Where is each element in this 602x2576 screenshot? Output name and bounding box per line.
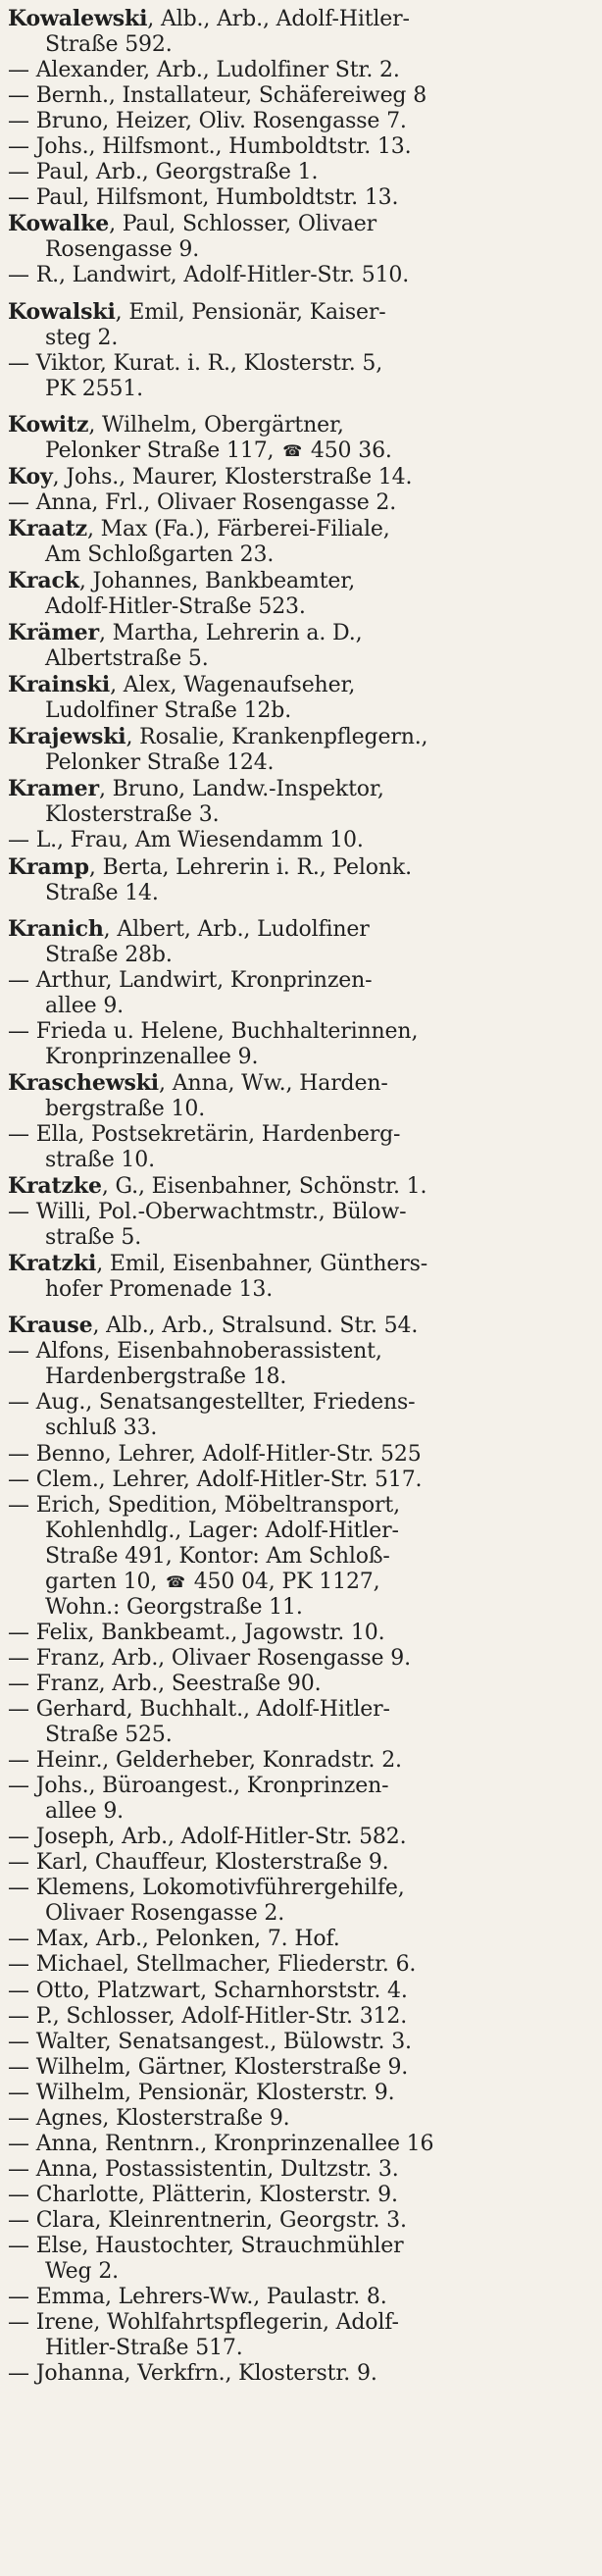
directory-entry — [8, 351, 602, 402]
entry-line: — Erich, Spedition, Möbeltransport, — [8, 1492, 400, 1518]
directory-entry — [8, 109, 602, 134]
directory-entry — [8, 1468, 602, 1493]
entry-continuation-line: Hitler-Straße 517. — [45, 2336, 243, 2361]
entry-line: Kowalke, Paul, Schlosser, Olivaer — [8, 211, 376, 237]
surname: Krainski — [8, 672, 111, 698]
entry-line: — Anna, Frl., Olivaer Rosengasse 2. — [8, 489, 397, 515]
entry-line: — Willi, Pol.-Oberwachtmstr., Bülow- — [8, 1200, 407, 1225]
entry-continuation-line: bergstraße 10. — [45, 1096, 206, 1121]
entry-line: — Charlotte, Plätterin, Klosterstr. 9. — [8, 2182, 398, 2207]
directory-entry — [8, 620, 602, 672]
entry-line: Kowitz, Wilhelm, Obergärtner, — [8, 411, 344, 438]
directory-entry — [8, 2004, 602, 2030]
directory-entry — [8, 1850, 602, 1876]
directory-entry — [8, 1621, 602, 1646]
entry-line: Kramer, Bruno, Landw.-Inspektor, — [8, 776, 384, 802]
entry-continuation-line: Straße 28b. — [45, 942, 173, 967]
surname: Kowalke — [8, 211, 110, 237]
directory-entry — [8, 83, 602, 109]
entry-continuation-line: Straße 592. — [45, 32, 173, 58]
directory-entry — [8, 672, 602, 724]
directory-entry — [8, 1442, 602, 1468]
directory-entry — [8, 464, 602, 490]
entry-line: — Clem., Lehrer, Adolf-Hitler-Str. 517. — [8, 1467, 423, 1492]
entry-continuation-line: Straße 14. — [45, 880, 159, 905]
entry-line: Kraatz, Max (Fa.), Färberei-Filiale, — [8, 515, 390, 541]
entry-line: — Max, Arb., Pelonken, 7. Hof. — [8, 1927, 340, 1952]
surname: Kowitz — [8, 411, 89, 438]
entry-continuation-line: garten 10, ☎ 450 04, PK 1127, — [45, 1569, 380, 1594]
directory-entry — [8, 134, 602, 160]
entry-continuation-line: Adolf-Hitler-Straße 523. — [45, 594, 306, 620]
entry-line: — Ella, Postsekretärin, Hardenberg- — [8, 1121, 401, 1147]
surname: Kowalski — [8, 298, 116, 325]
directory-entry — [8, 2081, 602, 2106]
directory-entry — [8, 1339, 602, 1390]
entry-line: — Gerhard, Buchhalt., Adolf-Hitler- — [8, 1697, 390, 1722]
directory-entry — [8, 1251, 602, 1303]
entry-line: — Alexander, Arb., Ludolfiner Str. 2. — [8, 58, 400, 83]
entry-continuation-line: Pelonker Straße 124. — [45, 750, 275, 776]
entry-continuation-line: Am Schloßgarten 23. — [45, 541, 275, 567]
entry-line: — Bernh., Installateur, Schäfereiweg 8 — [8, 83, 427, 109]
entry-continuation-line: Straße 525. — [45, 1723, 173, 1748]
directory-entry — [8, 776, 602, 828]
directory-entry — [8, 1979, 602, 2004]
entry-line: — Alfons, Eisenbahnoberassistent, — [8, 1339, 382, 1365]
directory-entry — [8, 828, 602, 853]
entry-line: — Michael, Stellmacher, Fliederstr. 6. — [8, 1952, 417, 1978]
surname: Krack — [8, 567, 79, 593]
entry-continuation-line: straße 5. — [45, 1225, 142, 1251]
directory-entry — [8, 1646, 602, 1672]
directory-entry — [8, 1672, 602, 1697]
entry-continuation-line: steg 2. — [45, 325, 119, 350]
entry-line: Kratzki, Emil, Eisenbahner, Günthers- — [8, 1251, 428, 1277]
entry-line: Krack, Johannes, Bankbeamter, — [8, 567, 356, 593]
entry-continuation-line: Olivaer Rosengasse 2. — [45, 1901, 285, 1927]
directory-entry — [8, 2106, 602, 2132]
entry-line: — Benno, Lehrer, Adolf-Hitler-Str. 525 — [8, 1441, 422, 1467]
directory-entry — [8, 412, 602, 464]
directory-entry — [8, 1927, 602, 1952]
entry-line: — Bruno, Heizer, Oliv. Rosengasse 7. — [8, 109, 407, 134]
surname: Krause — [8, 1313, 93, 1339]
entry-line: — Karl, Chauffeur, Klosterstraße 9. — [8, 1850, 389, 1876]
entry-continuation-line: hofer Promenade 13. — [45, 1277, 274, 1303]
directory-entry — [8, 1070, 602, 1122]
directory-entry — [8, 1697, 602, 1748]
entry-line: Kraschewski, Anna, Ww., Harden- — [8, 1069, 388, 1096]
surname: Kramp — [8, 853, 89, 880]
directory-entry — [8, 2030, 602, 2055]
entry-line: — Paul, Hilfsmont, Humboldtstr. 13. — [8, 185, 399, 211]
directory-entry — [8, 160, 602, 185]
directory-entry — [8, 1390, 602, 1441]
entry-line: — Frieda u. Helene, Buchhalterinnen, — [8, 1018, 419, 1044]
entry-line: — Arthur, Landwirt, Kronprinzen- — [8, 967, 373, 993]
surname: Kratzki — [8, 1251, 97, 1277]
directory-entry — [8, 2234, 602, 2285]
entry-line: — Agnes, Klosterstraße 9. — [8, 2105, 290, 2131]
entry-line: Krause, Alb., Arb., Stralsund. Str. 54. — [8, 1313, 419, 1339]
entry-line: — L., Frau, Am Wiesendamm 10. — [8, 828, 364, 853]
entry-continuation-line: straße 10. — [45, 1148, 155, 1173]
directory-entry — [8, 1173, 602, 1200]
directory-entry — [8, 2361, 602, 2387]
entry-continuation-line: Hardenbergstraße 18. — [45, 1365, 287, 1390]
entry-line: — Walter, Senatsangest., Bülowstr. 3. — [8, 2029, 412, 2054]
directory-entry — [8, 1019, 602, 1070]
entry-line: Kramp, Berta, Lehrerin i. R., Pelonk. — [8, 853, 412, 880]
directory-entry — [8, 2183, 602, 2208]
directory-entry — [8, 1748, 602, 1774]
entry-line: — Johanna, Verkfrn., Klosterstr. 9. — [8, 2361, 377, 2387]
directory-entry — [8, 1876, 602, 1927]
entry-line: — Franz, Arb., Olivaer Rosengasse 9. — [8, 1645, 411, 1671]
surname: Kraatz — [8, 515, 87, 541]
entry-continuation-line: Straße 491, Kontor: Am Schloß- — [45, 1543, 390, 1569]
surname: Koy — [8, 463, 53, 489]
directory-entry — [8, 1200, 602, 1251]
surname: Kowalewski — [8, 6, 148, 31]
entry-line: — P., Schlosser, Adolf-Hitler-Str. 312. — [8, 2003, 408, 2029]
entry-line: — Johs., Büroangest., Kronprinzen- — [8, 1774, 389, 1799]
directory-entry — [8, 724, 602, 776]
surname: Krämer — [8, 620, 99, 646]
entry-line: — Wilhelm, Pensionär, Klosterstr. 9. — [8, 2080, 395, 2105]
directory-entry — [8, 1493, 602, 1621]
entry-line: Krämer, Martha, Lehrerin a. D., — [8, 620, 363, 646]
entry-line: — Joseph, Arb., Adolf-Hitler-Str. 582. — [8, 1825, 407, 1850]
directory-entry — [8, 2285, 602, 2310]
surname: Kraschewski — [8, 1069, 160, 1096]
entry-continuation-line: Weg 2. — [45, 2259, 120, 2285]
entry-line: — Viktor, Kurat. i. R., Klosterstr. 5, — [8, 350, 383, 376]
entry-line: Kowalski, Emil, Pensionär, Kaiser- — [8, 298, 386, 325]
entry-continuation-line: Ludolfiner Straße 12b. — [45, 698, 292, 724]
directory-entry — [8, 1313, 602, 1339]
directory-entry — [8, 2208, 602, 2234]
directory-entry — [8, 58, 602, 83]
entry-line: Kranich, Albert, Arb., Ludolfiner — [8, 915, 370, 942]
directory-entry — [8, 1774, 602, 1825]
directory-entry — [8, 854, 602, 906]
entry-line: — Wilhelm, Gärtner, Klosterstraße 9. — [8, 2054, 409, 2080]
entry-continuation-line: Rosengasse 9. — [45, 237, 200, 263]
entry-line: Krajewski, Rosalie, Krankenpflegern., — [8, 724, 428, 750]
directory-entry — [8, 299, 602, 351]
entry-line: — Heinr., Gelderheber, Konradstr. 2. — [8, 1748, 402, 1774]
entry-line: — Anna, Rentnrn., Kronprinzenallee 16 — [8, 2131, 434, 2156]
entry-line: — Felix, Bankbeamt., Jagowstr. 10. — [8, 1620, 385, 1645]
entry-line: — Otto, Platzwart, Scharnhorststr. 4. — [8, 1978, 408, 2003]
entry-line: — Irene, Wohlfahrtspflegerin, Adolf- — [8, 2310, 399, 2336]
directory-entry — [8, 490, 602, 516]
directory-entry — [8, 2310, 602, 2361]
directory-entry — [8, 211, 602, 263]
entry-line: — Else, Haustochter, Strauchmühler — [8, 2233, 404, 2258]
entry-line: — Emma, Lehrers-Ww., Paulastr. 8. — [8, 2285, 387, 2310]
entry-continuation-line: Wohn.: Georgstraße 11. — [45, 1594, 303, 1620]
directory-entry — [8, 516, 602, 568]
surname: Kratzke — [8, 1173, 102, 1200]
entry-continuation-line: allee 9. — [45, 993, 125, 1018]
entry-line: — R., Landwirt, Adolf-Hitler-Str. 510. — [8, 263, 410, 288]
directory-entry — [8, 1122, 602, 1173]
entry-continuation-line: Kronprinzenallee 9. — [45, 1044, 259, 1069]
entry-line: Kowalewski, Alb., Arb., Adolf-Hitler- — [8, 6, 410, 31]
entry-line: Krainski, Alex, Wagenaufseher, — [8, 672, 356, 698]
entry-continuation-line: Klosterstraße 3. — [45, 802, 220, 828]
entry-continuation-line: Kohlenhdlg., Lager: Adolf-Hitler- — [45, 1518, 399, 1543]
directory-entry — [8, 263, 602, 288]
directory-entry — [8, 568, 602, 620]
directory-entry — [8, 916, 602, 968]
entry-continuation-line: Albertstraße 5. — [45, 646, 209, 672]
entry-line: — Paul, Arb., Georgstraße 1. — [8, 160, 319, 185]
surname: Kranich — [8, 915, 104, 942]
entry-line: Koy, Johs., Maurer, Klosterstraße 14. — [8, 463, 413, 489]
surname: Krajewski — [8, 724, 126, 750]
entry-continuation-line: Pelonker Straße 117, ☎ 450 36. — [45, 438, 392, 463]
surname: Kramer — [8, 776, 99, 802]
directory-entry — [8, 2157, 602, 2183]
entry-line: — Aug., Senatsangestellter, Friedens- — [8, 1390, 416, 1416]
entry-line: — Klemens, Lokomotivführergehilfe, — [8, 1876, 405, 1901]
directory-entry — [8, 2055, 602, 2081]
entry-continuation-line: allee 9. — [45, 1799, 125, 1825]
telephone-icon: ☎ — [166, 1571, 185, 1591]
entry-line: Kratzke, G., Eisenbahner, Schönstr. 1. — [8, 1173, 427, 1200]
entry-line: — Franz, Arb., Seestraße 90. — [8, 1671, 322, 1696]
entry-continuation-line: schluß 33. — [45, 1416, 158, 1441]
directory-entry — [8, 968, 602, 1019]
telephone-icon: ☎ — [282, 440, 303, 460]
directory-entry — [8, 6, 602, 58]
entry-line: — Johs., Hilfsmont., Humboldtstr. 13. — [8, 134, 412, 160]
entry-continuation-line: PK 2551. — [45, 376, 144, 401]
entry-line: — Anna, Postassistentin, Dultzstr. 3. — [8, 2156, 399, 2182]
directory-entry — [8, 2132, 602, 2157]
directory-entry — [8, 185, 602, 211]
entry-line: — Clara, Kleinrentnerin, Georgstr. 3. — [8, 2207, 407, 2233]
directory-entry — [8, 1952, 602, 1978]
directory-entry — [8, 1825, 602, 1850]
